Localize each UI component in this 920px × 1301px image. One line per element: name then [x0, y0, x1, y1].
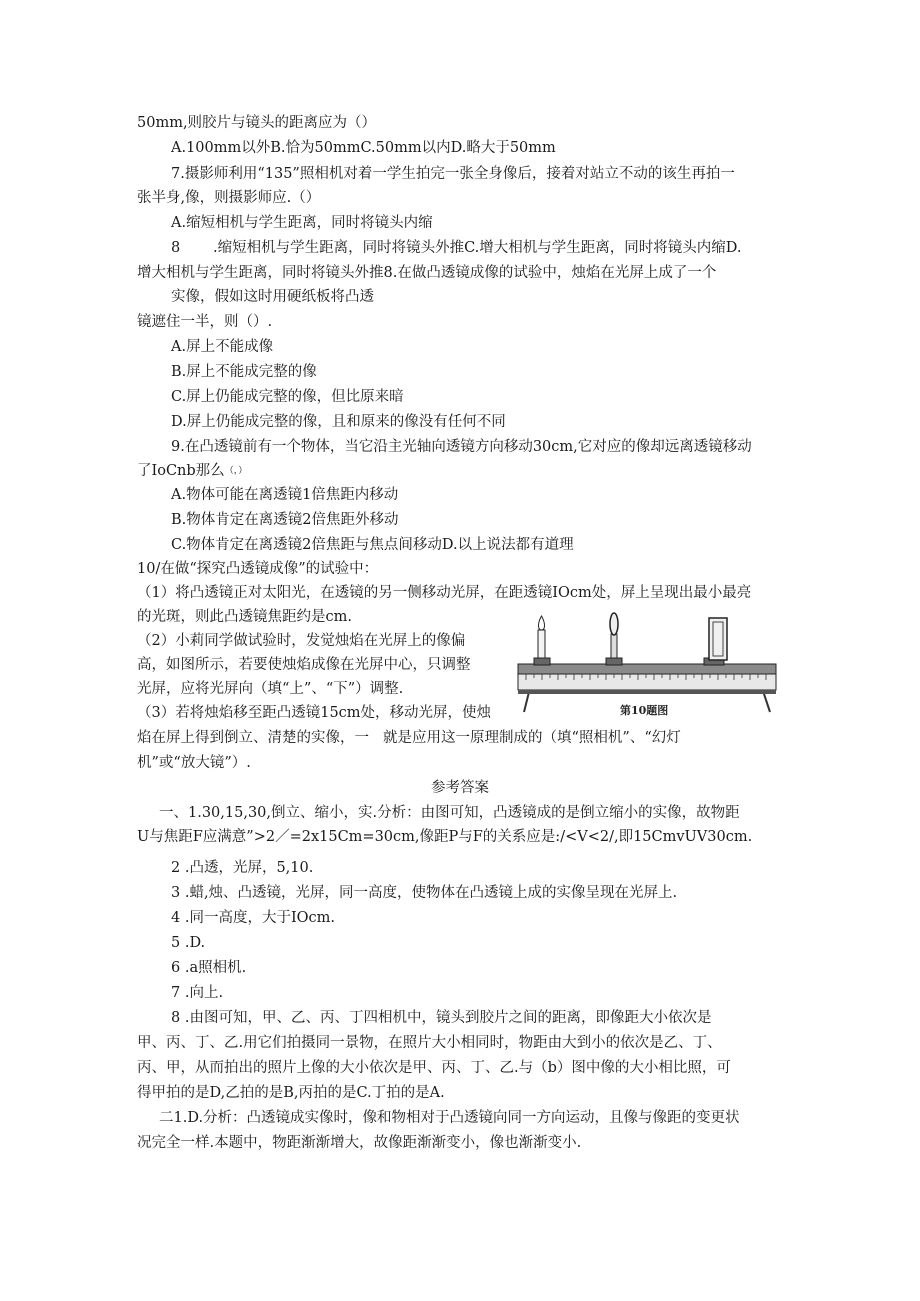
option-line: A.屏上不能成像 [171, 339, 274, 355]
option-line: D.屏上仍能成完整的像，且和原来的像没有任何不同 [171, 414, 506, 430]
answer-line: 得甲拍的是D,乙拍的是B,丙拍的是C.丁拍的是A. [137, 1085, 445, 1101]
answer-line: 丙、甲，从而拍出的照片上像的大小依次是甲、丙、丁、乙.与（b）图中像的大小相比照，可 [137, 1060, 731, 1076]
text-fragment: （，） [224, 466, 248, 476]
text-line: A.100mm以外B.恰为50mmC.50mm以内D.略大于50mm [171, 140, 556, 156]
text-line: 光屏，应将光屏向（填“上”、“下”）调整. [137, 681, 404, 697]
text-line: U与焦距F应满意”>2／=2x15Cm=30cm,像距P与F的关系应是:/<V<2/,即15CmvUV30cm. [137, 829, 753, 845]
option-line: A.物体可能在离透镜1倍焦距内移动 [171, 487, 399, 503]
text-line: 就是应用这一原理制成的（填“照相机”、“幻灯 [383, 730, 681, 746]
option-line: B.物体肯定在离透镜2倍焦距外移动 [171, 512, 399, 528]
text-fragment: 了IoCnb那么 [137, 463, 225, 479]
text-line: 的光斑，则此凸透镜焦距约是cm. [137, 609, 352, 625]
answer-line: 8 .由图可知，甲、乙、丙、丁四相机中，镜头到胶片之间的距离，即像距大小依次是 [171, 1010, 712, 1026]
lens-holder [606, 658, 622, 665]
optical-bench-figure [512, 608, 782, 720]
figure-caption: 第10题图 [620, 704, 669, 717]
text-line: （3）若将烛焰移至距凸透镜15cm处，移动光屏，使烛 [137, 705, 492, 721]
text-line: .缩短相机与学生距离，同时将镜头外推C.增大相机与学生距离，同时将镜头内缩D. [213, 240, 742, 256]
text-line: 一、1.30,15,30,倒立、缩小，实.分析：由图可知，凸透镜成的是倒立缩小的实像，故物距 [159, 805, 740, 821]
candle [538, 630, 545, 658]
text-line: 镜遮住一半，则（）. [137, 314, 273, 330]
answer-line: 4 .同一高度，大于IOcm. [171, 910, 336, 926]
text-line: （1）将凸透镜正对太阳光，在透镜的另一侧移动光屏，在距透镜IOcm处，屏上呈现出最小最亮 [137, 585, 752, 601]
text-line: 张半身,像，则摄影师应.（） [137, 190, 321, 206]
text-line: 高，如图所示，若要使烛焰成像在光屏中心，只调整 [137, 657, 471, 673]
option-line: B.屏上不能成完整的像 [171, 364, 317, 380]
answer-line: 2 .凸透，光屏，5,10. [171, 860, 314, 876]
option-line: C.物体肯定在离透镜2倍焦距与焦点间移动D.以上说法都有道理 [171, 537, 574, 553]
text-line: 8 [171, 240, 181, 256]
lens-stand [611, 634, 617, 658]
text-line: 9.在凸透镜前有一个物体，当它沿主光轴向透镜方向移动30cm,它对应的像却远离透镜移动 [171, 439, 752, 455]
text-line: 10/在做“探究凸透镜成像”的试验中： [137, 561, 379, 577]
answer-line: 况完全一样.本题中，物距渐渐增大，故像距渐渐变小，像也渐渐变小. [137, 1135, 582, 1151]
candle-flame [538, 616, 544, 630]
text-line: 50mm,则胶片与镜头的距离应为（） [137, 115, 377, 131]
bench-top [518, 664, 776, 674]
text-line: A.缩短相机与学生距离，同时将镜头内缩 [171, 215, 433, 231]
option-line: C.屏上仍能成完整的像，但比原来暗 [171, 389, 404, 405]
text-line: 焰在屏上得到倒立、清楚的实像，一 [137, 730, 369, 746]
bench-base [518, 690, 776, 694]
convex-lens [610, 613, 618, 635]
candle-holder [534, 658, 550, 665]
section-title: 参考答案 [431, 780, 489, 796]
text-line: 实像，假如这时用硬纸板将凸透 [171, 289, 374, 305]
text-line: 7.摄影师利用“135”照相机对着一学生拍完一张全身像后，接着对站立不动的该生再拍一 [171, 166, 735, 182]
answer-line: 6 .a照相机. [171, 960, 247, 976]
text-line: 机”或“放大镜”）. [137, 755, 251, 771]
light-screen [709, 618, 727, 660]
answer-line: 甲、丙、丁、乙.用它们拍摄同一景物，在照片大小相同时，物距由大到小的依次是乙、丁、 [137, 1035, 722, 1051]
answer-line: 二1.D.分析：凸透镜成实像时，像和物相对于凸透镜向同一方向运动，且像与像距的变更状 [159, 1110, 740, 1126]
answer-line: 7 .向上. [171, 985, 224, 1001]
text-line [137, 459, 247, 483]
text-line: 增大相机与学生距离，同时将镜头外推8.在做凸透镜成像的试验中，烛焰在光屏上成了一个 [137, 265, 717, 281]
answer-line: 3 .蜡,烛、凸透镜，光屏，同一高度，使物体在凸透镜上成的实像呈现在光屏上. [171, 885, 678, 901]
answer-line: 5 .D. [171, 935, 206, 951]
bench-scale [518, 674, 776, 690]
text-line: （2）小莉同学做试验时，发觉烛焰在光屏上的像偏 [137, 633, 466, 649]
